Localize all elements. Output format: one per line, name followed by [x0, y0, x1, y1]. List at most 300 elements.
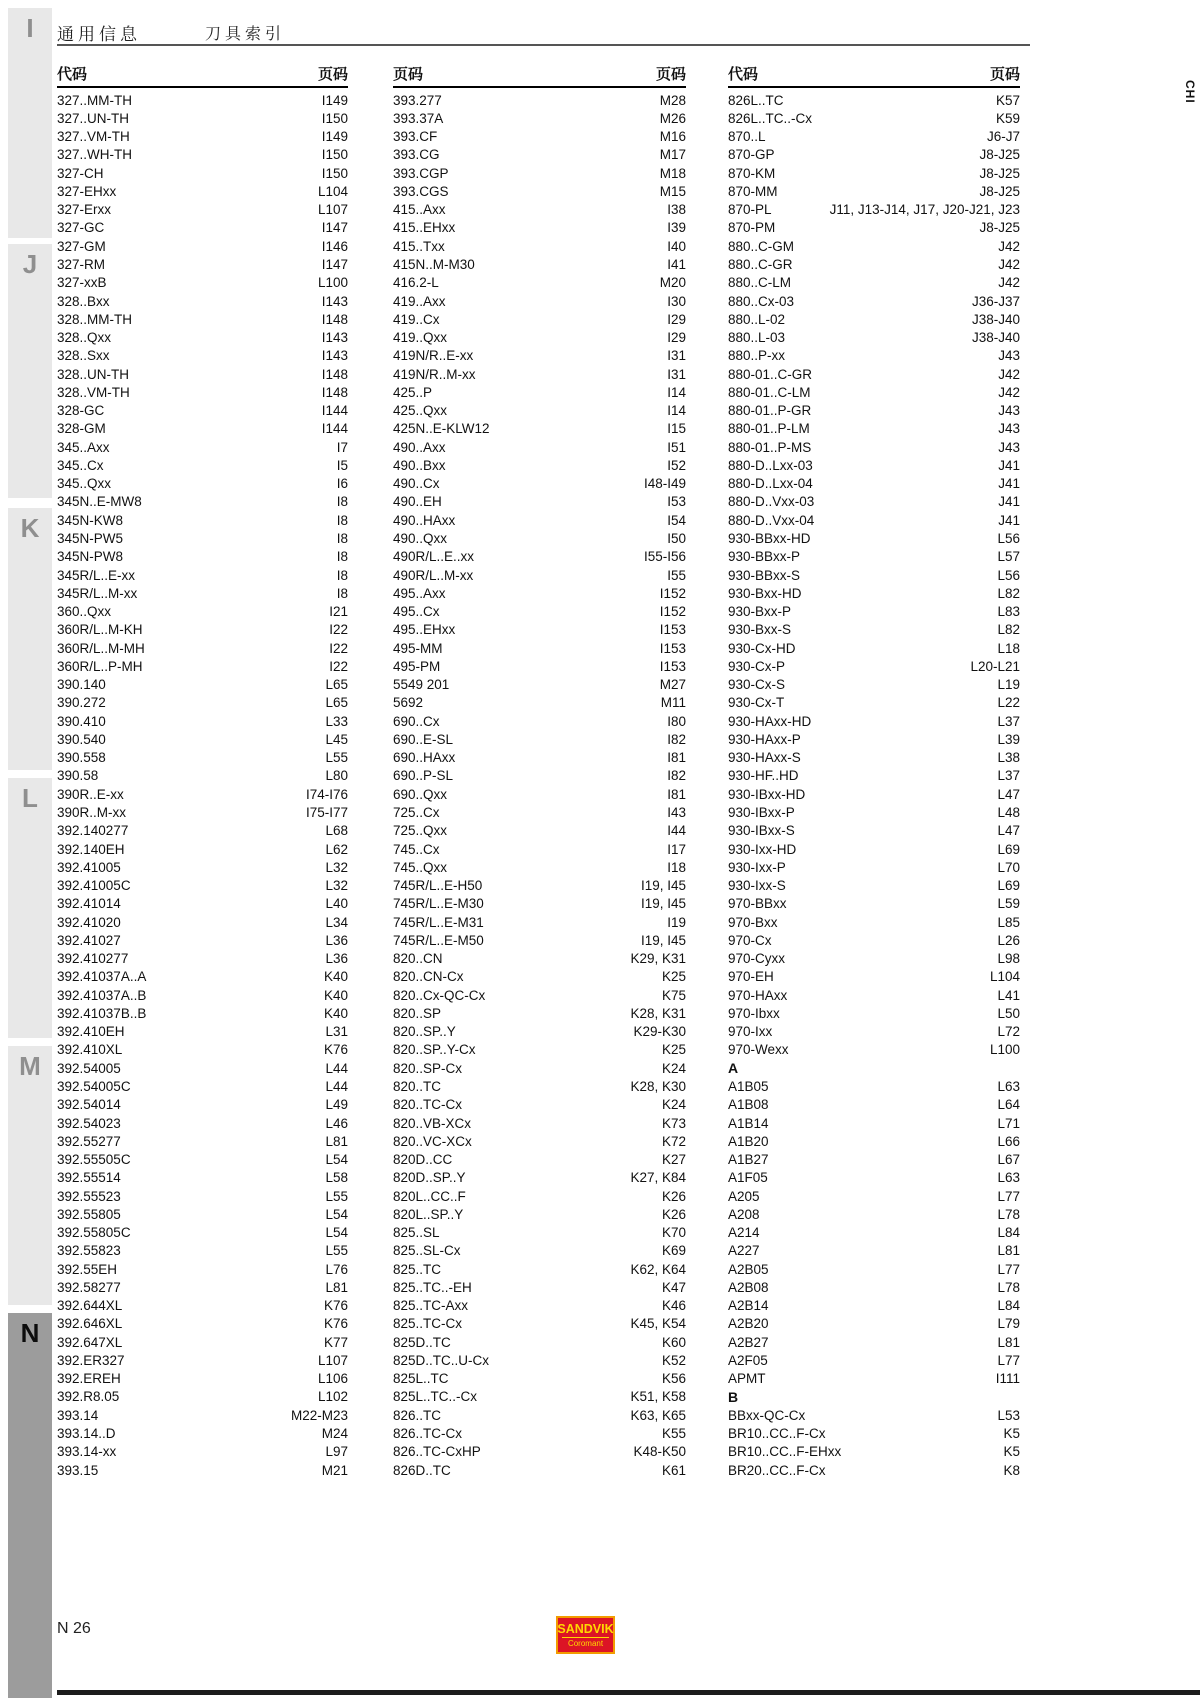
page-ref: K28, K31	[630, 1005, 686, 1021]
page-ref: L48	[997, 804, 1020, 820]
index-row	[728, 822, 1020, 840]
logo-brand-text: SANDVIK	[557, 1621, 614, 1636]
tool-code: 826..TC-CxHP	[393, 1444, 481, 1460]
page-ref: I146	[321, 238, 348, 254]
page-ref: L63	[997, 1170, 1020, 1186]
page-ref: I8	[336, 567, 348, 583]
tool-code: 880..C-GM	[728, 238, 795, 254]
index-row	[393, 895, 686, 913]
index-row	[57, 639, 348, 657]
index-row	[393, 1260, 686, 1278]
index-row	[728, 1132, 1020, 1150]
page-ref: L72	[997, 1024, 1020, 1040]
index-row	[728, 292, 1020, 310]
index-row	[393, 164, 686, 182]
tool-code: 328..MM-TH	[57, 311, 133, 327]
page-ref: I74-I76	[305, 786, 348, 802]
index-row	[393, 1041, 686, 1059]
tool-code: A2B08	[728, 1279, 769, 1295]
sidebar-tab-letter: K	[20, 513, 40, 543]
page-ref: L83	[997, 604, 1020, 620]
column-header	[728, 62, 1020, 88]
tool-code: 345R/L..E-xx	[57, 567, 136, 583]
page-ref: K48-K50	[633, 1444, 686, 1460]
index-row	[57, 694, 348, 712]
index-row	[393, 255, 686, 273]
tool-code: 392.410277	[57, 951, 129, 967]
index-row	[57, 1205, 348, 1223]
page-ref: M27	[659, 677, 686, 693]
tool-code: 392.55523	[57, 1188, 121, 1204]
tool-code: 870-MM	[728, 183, 778, 199]
tool-code: 825D..TC	[393, 1334, 451, 1350]
index-row	[728, 730, 1020, 748]
tool-code: A2B20	[728, 1316, 769, 1332]
index-row	[57, 1077, 348, 1095]
index-row	[393, 1205, 686, 1223]
page-ref: I52	[667, 457, 686, 473]
page-ref: I143	[321, 348, 348, 364]
index-row	[728, 438, 1020, 456]
index-row	[728, 913, 1020, 931]
page-ref: J42	[998, 257, 1020, 273]
logo-divider	[562, 1637, 609, 1638]
tool-code: 393.277	[393, 92, 442, 108]
tool-code: 930-Cx-S	[728, 677, 786, 693]
tool-code: 930-Cx-P	[728, 658, 786, 674]
index-row	[393, 420, 686, 438]
tool-code: 930-HAxx-P	[728, 731, 801, 747]
tool-code: 970-HAxx	[728, 987, 788, 1003]
page-ref: L55	[325, 1243, 348, 1259]
tool-code: 328-GM	[57, 421, 106, 437]
index-row	[728, 566, 1020, 584]
page-ref: L57	[997, 549, 1020, 565]
tool-code: 345..Cx	[57, 457, 104, 473]
tool-code: 345N-PW5	[57, 531, 124, 546]
index-row	[728, 602, 1020, 620]
index-row	[57, 128, 348, 146]
tool-code: 393.CGP	[393, 165, 449, 181]
tool-code: 690..E-SL	[393, 731, 454, 747]
page-ref: M28	[659, 92, 686, 108]
page-ref: L33	[325, 713, 348, 729]
tool-code: 390R..M-xx	[57, 804, 127, 820]
index-row	[393, 402, 686, 420]
index-row	[728, 676, 1020, 694]
tool-code: 419..Axx	[393, 293, 446, 309]
page-ref: I150	[321, 147, 348, 163]
tool-code: 393.37A	[393, 110, 444, 126]
tool-code: 820D..CC	[393, 1152, 453, 1168]
index-column-1	[57, 62, 348, 1479]
index-row	[728, 91, 1020, 109]
index-row	[57, 566, 348, 584]
tool-code: 345N-KW8	[57, 512, 124, 528]
index-row	[57, 548, 348, 566]
index-row	[728, 1370, 1020, 1388]
index-row	[57, 146, 348, 164]
page-ref: L54	[325, 1225, 348, 1241]
index-row	[728, 475, 1020, 493]
page-ref: L58	[325, 1170, 348, 1186]
tool-code: 416.2-L	[393, 275, 439, 291]
index-row	[393, 128, 686, 146]
page-ref: K55	[661, 1426, 686, 1442]
index-row	[57, 292, 348, 310]
page-ref: I149	[321, 92, 348, 108]
page-ref: I153	[659, 622, 686, 638]
index-row	[728, 785, 1020, 803]
page-ref: K27	[661, 1152, 686, 1168]
index-row	[728, 402, 1020, 420]
tool-code: 327-RM	[57, 257, 106, 273]
tool-code: 328..Sxx	[57, 348, 110, 364]
index-row	[393, 1443, 686, 1461]
index-row	[393, 1114, 686, 1132]
column-header-page: 页码	[989, 66, 1020, 83]
tool-code: 880-D..Lxx-03	[728, 457, 813, 473]
index-row	[393, 1132, 686, 1150]
page-ref: I21	[329, 604, 348, 620]
column-header-code: 代码	[57, 66, 88, 83]
page-ref: L18	[997, 640, 1020, 656]
tool-code: 490..Qxx	[393, 531, 448, 546]
page-ref: J8-J25	[979, 147, 1020, 163]
sidebar-tab-letter: J	[22, 249, 38, 279]
index-row	[393, 1023, 686, 1041]
language-tab-label: CHI	[1183, 80, 1197, 104]
page-ref: L56	[997, 531, 1020, 546]
tool-code: 490..HAxx	[393, 512, 456, 528]
index-row	[393, 676, 686, 694]
page-ref: L34	[325, 914, 348, 930]
index-row	[57, 402, 348, 420]
tool-code: 745R/L..E-M30	[393, 896, 484, 912]
page-ref: I54	[667, 512, 686, 528]
sidebar-tab-i	[8, 8, 52, 238]
page-ref: L65	[325, 695, 348, 711]
page-ref: J6-J7	[986, 129, 1020, 145]
page-ref: K27, K84	[630, 1170, 686, 1186]
page-ref: I82	[667, 768, 686, 784]
page-ref: L64	[997, 1097, 1020, 1113]
index-row	[728, 1424, 1020, 1442]
page-ref: L54	[325, 1152, 348, 1168]
page-ref: I55-I56	[643, 549, 686, 565]
index-row	[57, 1150, 348, 1168]
index-row	[57, 1169, 348, 1187]
index-row	[728, 274, 1020, 292]
index-row	[57, 182, 348, 200]
tool-code: 327-GM	[57, 238, 106, 254]
index-row	[393, 310, 686, 328]
tool-code: 825..TC	[393, 1261, 442, 1277]
page-ref: L104	[989, 969, 1020, 985]
page-ref: I38	[667, 202, 686, 218]
page-ref: J41	[998, 512, 1020, 528]
page-ref: J8-J25	[979, 183, 1020, 199]
column-header	[57, 62, 348, 88]
index-row	[393, 347, 686, 365]
tool-code: 930-IBxx-P	[728, 804, 795, 820]
index-row	[57, 876, 348, 894]
page-ref: L84	[997, 1298, 1020, 1314]
index-row	[57, 91, 348, 109]
index-column-3	[728, 62, 1020, 1479]
page-ref: K76	[323, 1298, 348, 1314]
tool-code: 328..VM-TH	[57, 384, 130, 400]
page-ref: K40	[323, 1005, 348, 1021]
page-ref: L81	[325, 1133, 348, 1149]
page-ref: K8	[1003, 1462, 1020, 1478]
page-ref: J43	[998, 348, 1020, 364]
page-ref: K51, K58	[630, 1389, 686, 1405]
tool-code: 490..EH	[393, 494, 442, 510]
page-ref: L82	[997, 585, 1020, 601]
page-ref: J41	[998, 457, 1020, 473]
tool-code: 930-IBxx-HD	[728, 786, 806, 802]
page-ref: L100	[989, 1042, 1020, 1058]
index-row	[57, 1297, 348, 1315]
page-ref: L45	[325, 731, 348, 747]
index-row	[393, 602, 686, 620]
page-ref: L81	[997, 1243, 1020, 1259]
tool-code: 930-HAxx-S	[728, 750, 801, 766]
index-row	[728, 511, 1020, 529]
index-row	[728, 968, 1020, 986]
index-row	[393, 803, 686, 821]
tool-code: 826..TC-Cx	[393, 1426, 463, 1442]
tool-code: 820D..SP..Y	[393, 1170, 466, 1186]
page-ref: M21	[321, 1462, 348, 1478]
page-ref: I147	[321, 257, 348, 273]
index-row	[728, 164, 1020, 182]
page-ref: I153	[659, 658, 686, 674]
page-ref: I143	[321, 330, 348, 346]
tool-code: 393.14-xx	[57, 1444, 117, 1460]
index-row	[393, 584, 686, 602]
page-ref: L71	[997, 1115, 1020, 1131]
page-ref: I19	[667, 914, 686, 930]
tool-code: 360..Qxx	[57, 604, 112, 620]
page-ref: K29, K31	[630, 951, 686, 967]
index-row	[393, 1004, 686, 1022]
sidebar-tab-n-active	[8, 1313, 52, 1698]
index-row	[57, 730, 348, 748]
sidebar-tab-j	[8, 244, 52, 498]
tool-code: 419..Qxx	[393, 330, 448, 346]
index-row	[393, 822, 686, 840]
index-row	[728, 146, 1020, 164]
index-row	[57, 383, 348, 401]
index-row	[728, 1023, 1020, 1041]
index-row	[728, 1205, 1020, 1223]
page-ref: K70	[661, 1225, 686, 1241]
page-ref: L84	[997, 1225, 1020, 1241]
tool-code: 392.41037B..B	[57, 1005, 147, 1021]
index-row	[728, 420, 1020, 438]
page-ref: J36-J37	[971, 293, 1020, 309]
page-ref: L62	[325, 841, 348, 857]
index-row	[393, 219, 686, 237]
index-row	[393, 931, 686, 949]
tool-code: 745..Qxx	[393, 859, 448, 875]
tool-code: 880..L-02	[728, 311, 786, 327]
index-row	[728, 1169, 1020, 1187]
tool-code: 690..Cx	[393, 713, 440, 729]
tool-code: 825D..TC..U-Cx	[393, 1352, 490, 1368]
index-row	[728, 1242, 1020, 1260]
index-row	[393, 475, 686, 493]
index-row	[728, 1223, 1020, 1241]
index-row	[393, 986, 686, 1004]
index-row	[57, 1443, 348, 1461]
tool-code: 725..Qxx	[393, 823, 448, 839]
index-row	[728, 1114, 1020, 1132]
page-ref: I8	[336, 531, 348, 546]
page-ref: K77	[323, 1334, 348, 1350]
index-row	[728, 109, 1020, 127]
index-row	[393, 566, 686, 584]
index-row	[393, 456, 686, 474]
tool-code: A1B14	[728, 1115, 769, 1131]
sidebar-tab-k	[8, 508, 52, 770]
index-row	[57, 365, 348, 383]
tool-code: 820..TC	[393, 1078, 442, 1094]
tool-code: 392.54005	[57, 1060, 121, 1076]
tool-code: 880-01..P-MS	[728, 439, 812, 455]
index-row	[728, 328, 1020, 346]
tool-code: 393.15	[57, 1462, 99, 1478]
tool-code: 930-Cx-T	[728, 695, 785, 711]
page-ref: L47	[997, 823, 1020, 839]
tool-code: 327..VM-TH	[57, 129, 130, 145]
page-ref: L31	[325, 1024, 348, 1040]
tool-code: A1B08	[728, 1097, 769, 1113]
index-row	[57, 456, 348, 474]
tool-code: 5692	[393, 695, 424, 711]
tool-code: 392.EREH	[57, 1371, 121, 1387]
index-row	[728, 383, 1020, 401]
page-ref: I29	[667, 311, 686, 327]
header-divider	[57, 44, 1030, 46]
index-row	[728, 1150, 1020, 1168]
page-ref: I7	[336, 439, 348, 455]
page-ref: L20-L21	[970, 658, 1020, 674]
tool-code: 495-MM	[393, 640, 443, 656]
page-ref: I148	[321, 311, 348, 327]
tool-code: 345R/L..M-xx	[57, 585, 138, 601]
page-number: N 26	[57, 1620, 91, 1637]
tool-code: A2F05	[728, 1352, 768, 1368]
tool-code: 392.55EH	[57, 1261, 118, 1277]
index-row	[57, 785, 348, 803]
index-row	[57, 219, 348, 237]
page-ref: L55	[325, 1188, 348, 1204]
index-row	[728, 895, 1020, 913]
tool-code: 392.54005C	[57, 1078, 131, 1094]
page-ref: L77	[997, 1261, 1020, 1277]
page-ref: J11, J13-J14, J17, J20-J21, J23	[829, 202, 1020, 218]
index-row	[393, 201, 686, 219]
page-ref: K26	[661, 1188, 686, 1204]
page-ref: K24	[661, 1060, 686, 1076]
page-ref: K52	[661, 1352, 686, 1368]
page-ref: L78	[997, 1279, 1020, 1295]
page-ref: I81	[667, 750, 686, 766]
index-row	[57, 621, 348, 639]
page-ref: K61	[661, 1462, 686, 1478]
index-row	[728, 1059, 1020, 1077]
index-row	[728, 347, 1020, 365]
tool-code: 970-EH	[728, 969, 774, 985]
tool-code: 327..UN-TH	[57, 110, 130, 126]
index-row	[57, 1059, 348, 1077]
index-row	[57, 822, 348, 840]
index-row	[393, 767, 686, 785]
index-row	[393, 365, 686, 383]
page-ref: I39	[667, 220, 686, 236]
index-row	[728, 201, 1020, 219]
index-row	[728, 876, 1020, 894]
tool-code: A1F05	[728, 1170, 768, 1186]
index-row	[393, 730, 686, 748]
index-row	[728, 1297, 1020, 1315]
page-ref: L70	[997, 859, 1020, 875]
page-ref: J38-J40	[971, 330, 1020, 346]
page-title: 通用信息	[57, 25, 141, 44]
page-ref: I19, I45	[640, 932, 686, 948]
page-ref: I150	[321, 110, 348, 126]
index-row	[57, 1132, 348, 1150]
index-row	[728, 931, 1020, 949]
index-row	[728, 621, 1020, 639]
index-row	[57, 237, 348, 255]
page-ref: L26	[997, 932, 1020, 948]
index-rows	[57, 91, 348, 1479]
page-ref: I5	[336, 457, 348, 473]
page-ref: I144	[321, 403, 348, 419]
index-row	[393, 1461, 686, 1479]
page-ref: L40	[325, 896, 348, 912]
tool-code: 820..SP	[393, 1005, 442, 1021]
tool-code: 495..Axx	[393, 585, 446, 601]
tool-code: 970-BBxx	[728, 896, 787, 912]
index-row	[57, 657, 348, 675]
tool-code: 930-Ixx-HD	[728, 841, 797, 857]
page-ref: K76	[323, 1042, 348, 1058]
index-row	[57, 1406, 348, 1424]
page-ref: L77	[997, 1188, 1020, 1204]
page-ref: L85	[997, 914, 1020, 930]
index-row	[57, 1278, 348, 1296]
index-row	[57, 164, 348, 182]
tool-code: 880-D..Lxx-04	[728, 476, 813, 492]
page-ref: L104	[317, 183, 348, 199]
tool-code: 419..Cx	[393, 311, 440, 327]
column-header-code: 代码	[728, 66, 759, 83]
index-row	[57, 1333, 348, 1351]
tool-code: 870-PM	[728, 220, 776, 236]
index-row	[393, 109, 686, 127]
tool-code: 930-HF..HD	[728, 768, 799, 784]
index-row	[728, 219, 1020, 237]
page-ref: L78	[997, 1206, 1020, 1222]
tool-code: 392.140277	[57, 823, 129, 839]
page-ref: K40	[323, 987, 348, 1003]
page-ref: I40	[667, 238, 686, 254]
